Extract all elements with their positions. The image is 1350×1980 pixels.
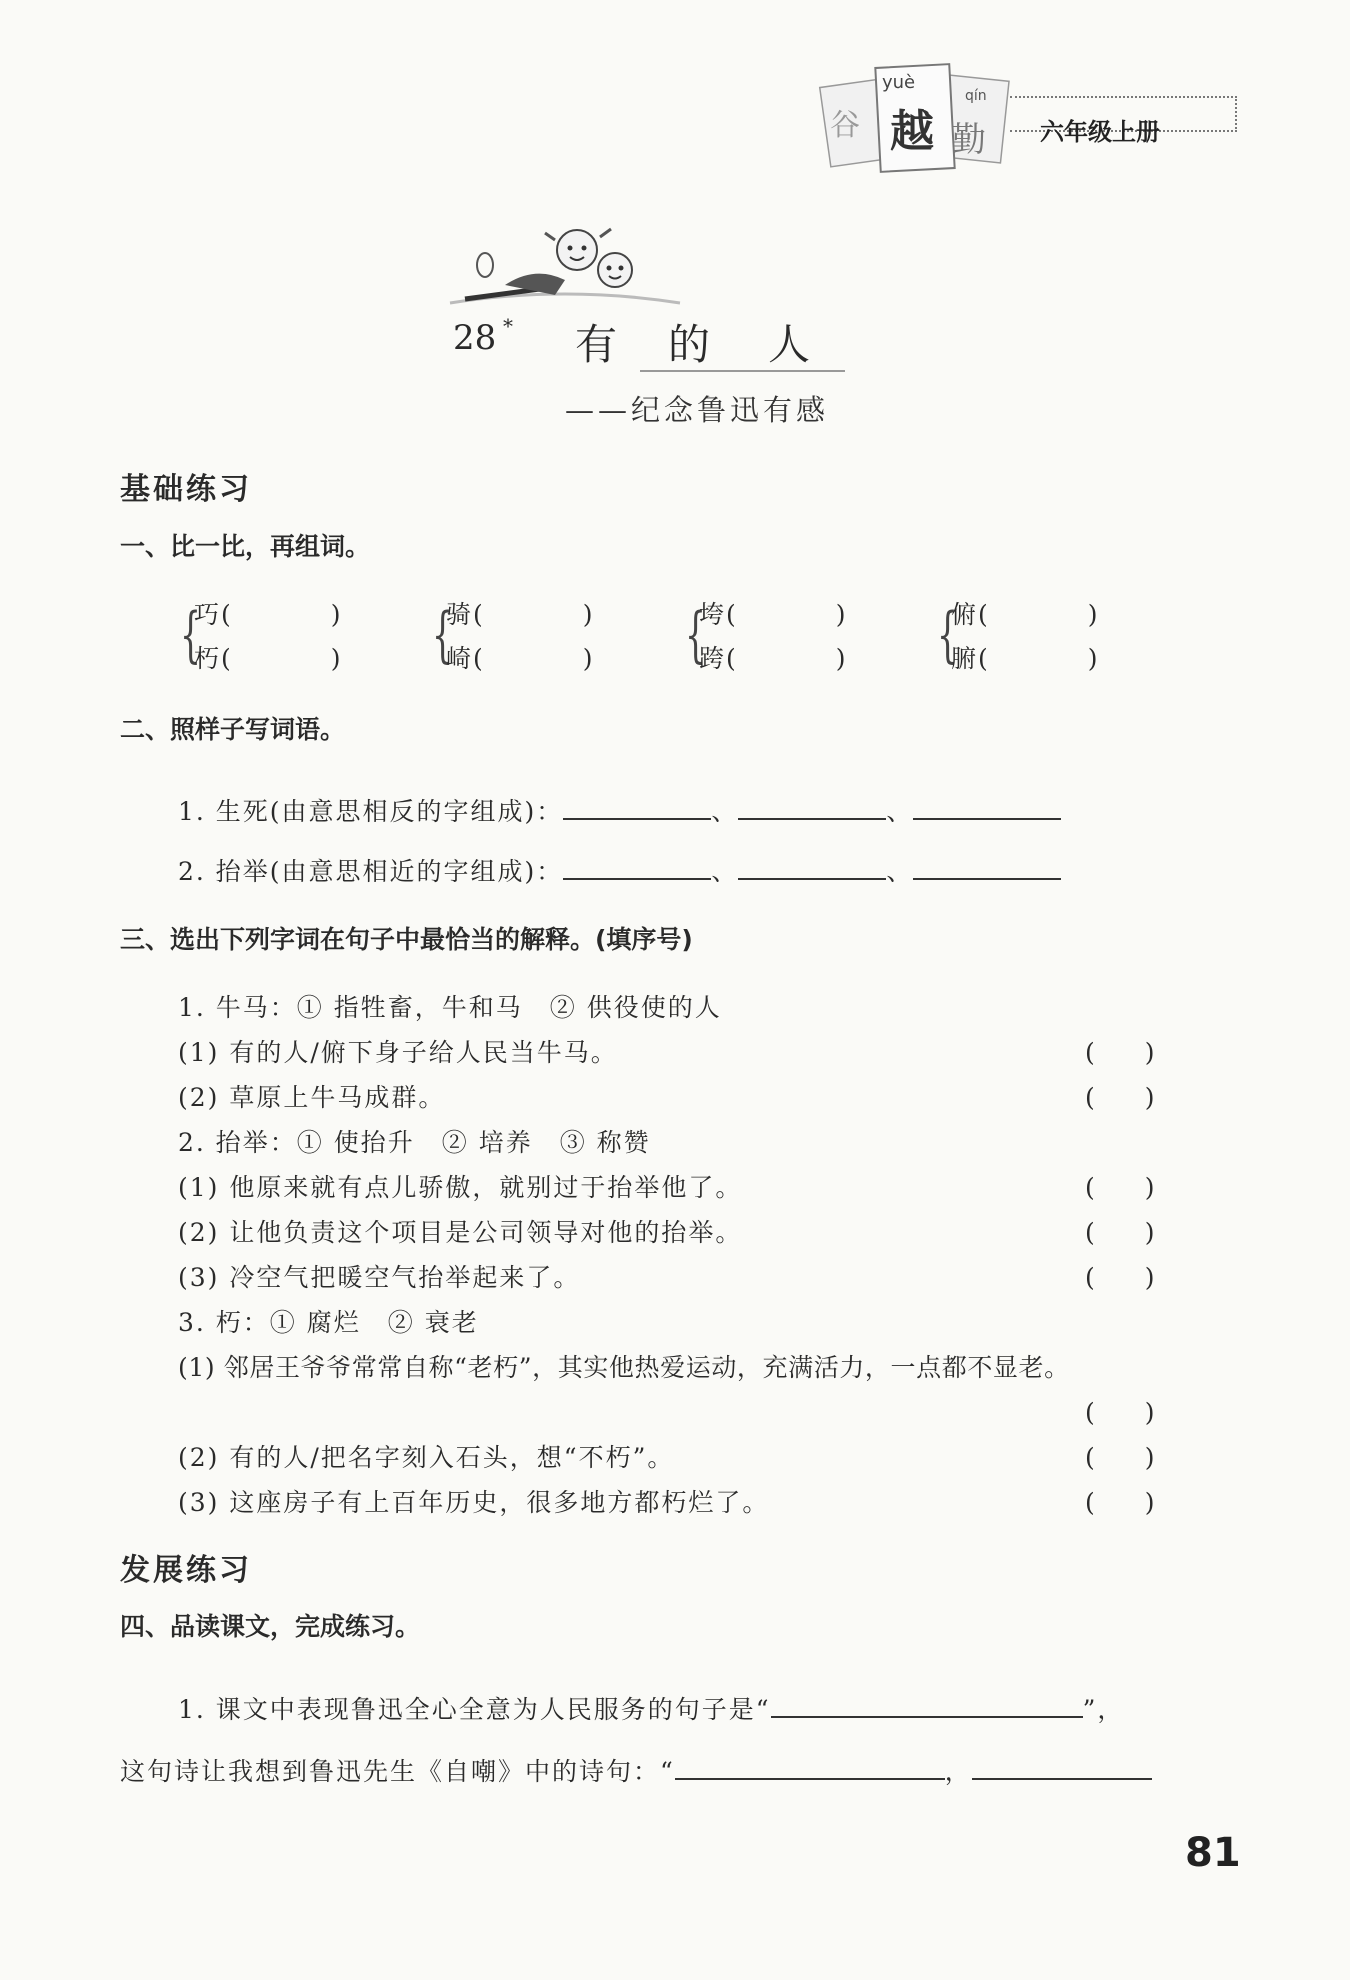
dev-section-title: 发展练习 [120,1553,252,1588]
answer-blank[interactable]: ( ) [1085,1443,1155,1472]
q3-line-4: 2. 抬举：① 使抬升 ② 培养 ③ 称赞 [178,1128,651,1157]
basic-section-title: 基础练习 [120,472,252,507]
q3-line-11: (3) 这座房子有上百年历史，很多地方都朽烂了。 [178,1488,770,1517]
logo-pinyin: yuè [882,72,916,93]
q4-heading: 四、品读课文，完成练习。 [120,1612,421,1641]
lesson-number: 28 [453,318,497,358]
q2-heading: 二、照样子写词语。 [120,715,346,744]
brace-icon: { [432,600,454,670]
brace-icon: { [937,600,959,670]
pair-char: 巧 [194,600,222,629]
q3-line-8: 3. 朽：① 腐烂 ② 衰老 [178,1308,479,1337]
answer-blank[interactable]: ( ) [1085,1038,1155,1067]
kids-illustration [445,215,685,310]
q3-line-5: (1) 他原来就有点儿骄傲，就别过于抬举他了。 [178,1173,743,1202]
logo-pinyin-right: qín [965,88,987,104]
pair-char: 腑 [951,644,979,673]
q2-item-2: 2. 抬举(由意思相近的字组成)： 、 、 [178,852,1061,888]
q3-line-7: (3) 冷空气把暖空气抬举起来了。 [178,1263,581,1292]
logo-char-left: 谷 [830,108,860,143]
q2-item-text: 2. 抬举(由意思相近的字组成)： [178,857,564,886]
page-number: 81 [1185,1830,1241,1876]
pair-char: 崎 [446,644,474,673]
title-char-2: 的 [668,320,711,369]
logo-char-main: 越 [890,106,934,157]
children-reading-icon [445,215,685,310]
q3-heading: 三、选出下列字词在句子中最恰当的解释。(填序号) [120,925,693,954]
q3-line-1: 1. 牛马：① 指牲畜，牛和马 ② 供役使的人 [178,993,722,1022]
logo-char-right: 勤 [952,120,986,160]
grade-label: 六年级上册 [1040,118,1160,146]
pair-char: 骑 [446,600,474,629]
lesson-star: * [503,314,513,338]
lesson-subtitle: ——纪念鲁迅有感 [565,393,830,427]
title-char-1: 有 [575,320,618,369]
brace-icon: { [685,600,707,670]
q1-heading: 一、比一比，再组词。 [120,532,371,561]
q2-item-1: 1. 生死(由意思相反的字组成)： 、 、 [178,792,1061,828]
pair-char: 朽 [194,644,222,673]
q3-line-2: (1) 有的人/俯下身子给人民当牛马。 [178,1038,618,1067]
title-underline [640,370,845,372]
answer-blank[interactable] [972,1756,1152,1780]
answer-blank[interactable]: ( ) [1085,1488,1155,1517]
q2-item-text: 1. 生死(由意思相反的字组成)： [178,797,564,826]
answer-blank[interactable]: ( ) [1085,1263,1155,1292]
q4-line-2: 这句诗让我想到鲁迅先生《自嘲》中的诗句：“ ， [120,1752,1152,1788]
q4-line-1: 1. 课文中表现鲁迅全心全意为人民服务的句子是“ ”， [178,1695,1125,1724]
q3-line-9: (1) 邻居王爷爷常常自称“老朽”，其实他热爱运动，充满活力，一点都不显老。 [178,1353,1070,1382]
answer-blank[interactable]: ( ) [1085,1173,1155,1202]
q3-line-3: (2) 草原上牛马成群。 [178,1083,446,1112]
pair-char: 垮 [699,600,727,629]
answer-blank[interactable]: ( ) [1085,1083,1155,1112]
brace-icon: { [180,600,202,670]
answer-blank[interactable]: ( ) [1085,1398,1155,1427]
answer-blank[interactable] [675,1756,945,1780]
q3-line-10: (2) 有的人/把名字刻入石头，想“不朽”。 [178,1443,675,1472]
pair-char: 俯 [951,600,979,629]
answer-blank[interactable] [771,1694,1083,1718]
answer-blank[interactable]: ( ) [1085,1218,1155,1247]
pair-char: 跨 [699,644,727,673]
title-char-3: 人 [768,320,811,369]
q3-line-6: (2) 让他负责这个项目是公司领导对他的抬举。 [178,1218,743,1247]
